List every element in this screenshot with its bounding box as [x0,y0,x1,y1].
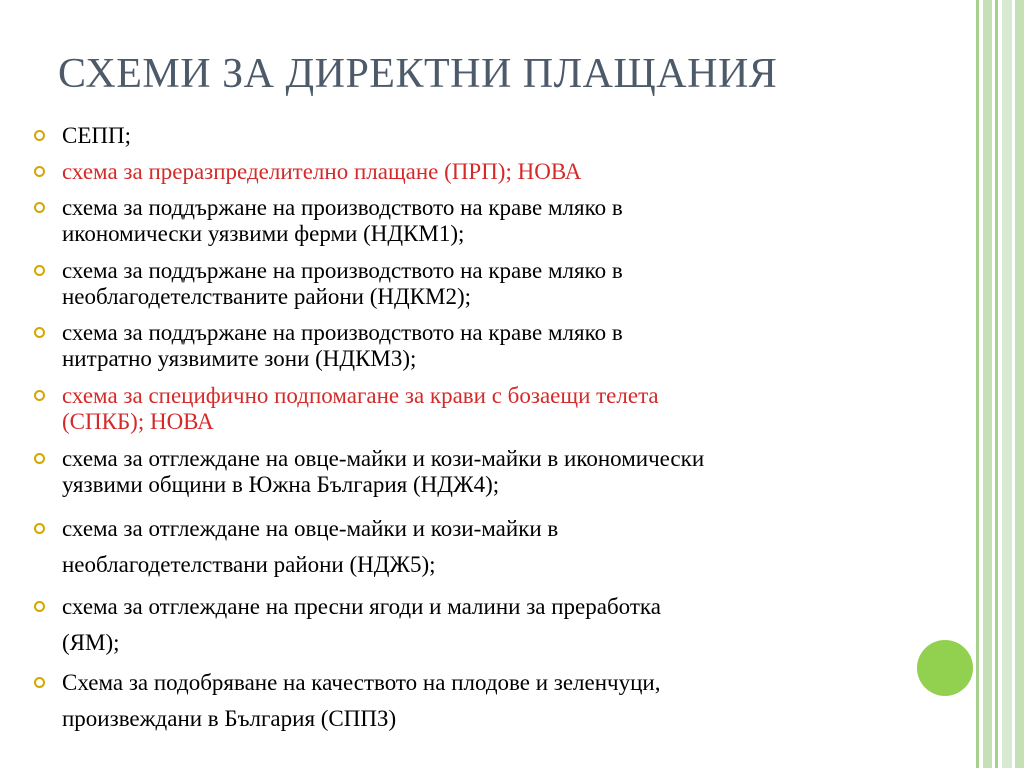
decorative-stripe [1015,0,1024,768]
bullet-icon [34,390,45,401]
decorative-stripe [995,0,998,768]
list-item-text: схема за отглеждане на пресни ягоди и малини за преработка [62,594,661,619]
list-item [62,123,131,149]
slide-title: СХЕМИ ЗА ДИРЕКТНИ ПЛАЩАНИЯ [58,51,778,97]
list-item [62,195,623,247]
decorative-stripe [976,0,979,768]
list-item [62,589,661,661]
list-item [62,258,623,310]
list-item-text: схема за отглеждане на овце-майки и кози-майки в икономически [62,446,705,471]
green-circle-decoration [917,640,973,696]
list-item-text: схема за поддържане на производството на краве мляко в [62,195,623,220]
bullet-icon [34,523,45,534]
list-item-text: схема за специфично подпомагане за крави с бозаещи телета [62,383,659,408]
list-item-text: Схема за подобряване на качеството на плодове и зеленчуци, [62,670,661,695]
list-item-text: схема за поддържане на производството на краве мляко в [62,258,623,283]
bullet-icon [34,130,45,141]
bullet-icon [34,327,45,338]
bullet-icon [34,265,45,276]
list-item [62,320,623,372]
decorative-stripe [1002,0,1012,768]
bullet-icon [34,166,45,177]
list-item-text: схема за поддържане на производството на краве мляко в [62,320,623,345]
list-item-text: икономически уязвими ферми (НДКМ1); [62,221,465,246]
list-item-text: схема за преразпределително плащане (ПРП); НОВА [62,159,582,184]
bullet-icon [34,453,45,464]
list-item-text: уязвими общини в Южна България (НДЖ4); [62,472,500,497]
list-item [62,159,581,185]
list-item-text: схема за отглеждане на овце-майки и кози-майки в [62,516,559,541]
bullet-icon [34,601,45,612]
list-item-text: СЕПП; [62,123,131,148]
bullet-icon [34,202,45,213]
list-item-text: произвеждани в България (СППЗ) [62,706,397,731]
list-item [62,511,558,583]
list-item [62,446,704,498]
list-item [62,383,659,435]
bullet-icon [34,677,45,688]
decorative-stripe [983,0,992,768]
list-item [62,665,660,737]
list-item-text: нитратно уязвимите зони (НДКМ3); [62,346,417,371]
list-item-text: необлагодетелстваните райони (НДКМ2); [62,284,472,309]
list-item-text: (СПКБ); НОВА [62,409,214,434]
list-item-text: необлагодетелствани райони (НДЖ5); [62,552,436,577]
list-item-text: (ЯМ); [62,630,120,655]
